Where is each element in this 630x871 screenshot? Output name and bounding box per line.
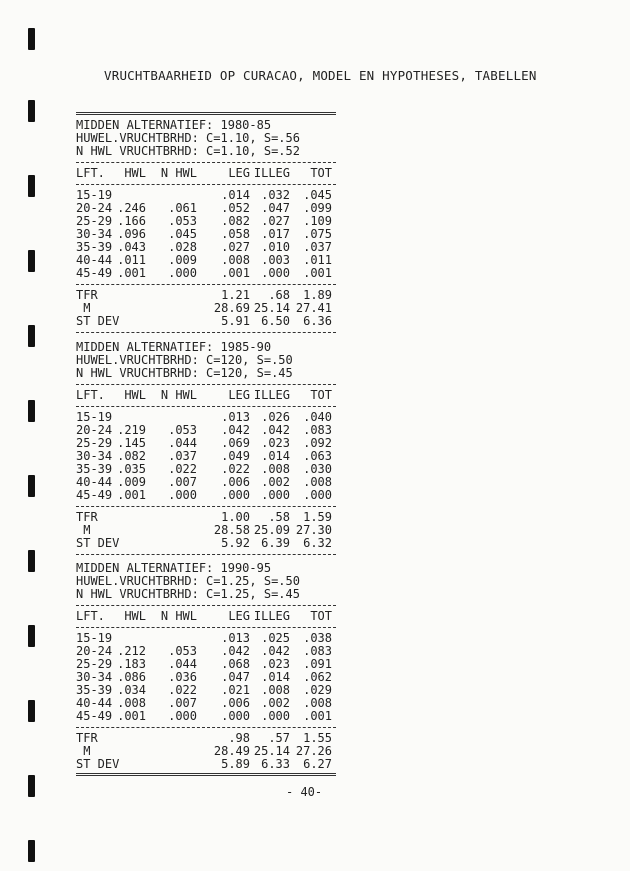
cell: .035 xyxy=(117,462,146,476)
cell: .096 xyxy=(117,227,146,241)
cell: .042 xyxy=(221,423,250,437)
cell: .042 xyxy=(261,644,290,658)
cell: .000 xyxy=(168,488,197,502)
binding-mark xyxy=(28,28,35,50)
cell: 27.41 xyxy=(295,301,332,315)
cell: .083 xyxy=(303,644,332,658)
separator-line xyxy=(76,180,336,189)
block-title: MIDDEN ALTERNATIEF: 1985-90 xyxy=(76,340,272,354)
separator-line xyxy=(76,158,336,167)
binding-mark xyxy=(28,775,35,797)
cell: 6.36 xyxy=(303,314,332,328)
cell: .022 xyxy=(168,683,197,697)
table-block-1985-90 xyxy=(76,341,336,559)
separator-line xyxy=(76,771,336,780)
cell: 40-44 xyxy=(76,696,113,710)
cell: 25-29 xyxy=(76,436,113,450)
cell: .002 xyxy=(261,696,290,710)
cell: .011 xyxy=(303,253,332,267)
cell: .58 xyxy=(268,510,290,524)
cell: .022 xyxy=(221,462,250,476)
cell: .036 xyxy=(168,670,197,684)
nhwl-params: N HWL VRUCHTBRHD: C=1.25, S=.45 xyxy=(76,587,300,601)
cell: .058 xyxy=(221,227,250,241)
binding-mark xyxy=(28,625,35,647)
cell: .042 xyxy=(221,644,250,658)
cell: 20-24 xyxy=(76,201,113,215)
cell: .010 xyxy=(261,240,290,254)
separator-line xyxy=(76,723,336,732)
summary-row xyxy=(76,315,336,328)
table-row xyxy=(76,215,336,228)
binding-mark xyxy=(28,400,35,422)
huwel-params: HUWEL.VRUCHTBRHD: C=120, S=.50 xyxy=(76,353,293,367)
cell: .043 xyxy=(117,240,146,254)
cell: .008 xyxy=(221,253,250,267)
cell: .183 xyxy=(117,657,146,671)
cell: 35-39 xyxy=(76,240,113,254)
cell: TFR xyxy=(76,731,98,745)
nhwl-params: N HWL VRUCHTBRHD: C=120, S=.45 xyxy=(76,366,293,380)
table-row xyxy=(76,189,336,202)
table-row xyxy=(76,658,336,671)
cell: .014 xyxy=(261,670,290,684)
separator-line xyxy=(76,380,336,389)
cell: .001 xyxy=(117,709,146,723)
cell: ST DEV xyxy=(76,536,120,550)
table-row xyxy=(76,697,336,710)
block-title: MIDDEN ALTERNATIEF: 1990-95 xyxy=(76,561,272,575)
cell: 5.92 xyxy=(221,536,250,550)
cell: .000 xyxy=(261,266,290,280)
cell: .000 xyxy=(303,488,332,502)
cell: .022 xyxy=(168,462,197,476)
cell: 15-19 xyxy=(76,188,113,202)
cell: .003 xyxy=(261,253,290,267)
cell: .001 xyxy=(117,488,146,502)
cell: .013 xyxy=(221,410,250,424)
cell: .063 xyxy=(303,449,332,463)
separator-line xyxy=(76,280,336,289)
cell: .009 xyxy=(168,253,197,267)
cell: .042 xyxy=(261,423,290,437)
cell: 20-24 xyxy=(76,423,113,437)
cell: 1.00 xyxy=(221,510,250,524)
column-header: TOT xyxy=(310,609,332,623)
cell: 15-19 xyxy=(76,631,113,645)
cell: .007 xyxy=(168,475,197,489)
column-header: LEG xyxy=(228,388,250,402)
table-row xyxy=(76,267,336,280)
cell: .145 xyxy=(117,436,146,450)
huwel-params: HUWEL.VRUCHTBRHD: C=1.25, S=.50 xyxy=(76,574,300,588)
cell: 27.26 xyxy=(295,744,332,758)
cell: TFR xyxy=(76,288,98,302)
column-header: TOT xyxy=(310,166,332,180)
page-title: VRUCHTBAARHEID OP CURACAO, MODEL EN HYPOTHESES, TABELLEN xyxy=(104,68,537,83)
table-row xyxy=(76,710,336,723)
column-header: HWL xyxy=(124,166,146,180)
cell: 40-44 xyxy=(76,253,113,267)
cell: .069 xyxy=(221,436,250,450)
cell: .075 xyxy=(303,227,332,241)
separator-line xyxy=(76,550,336,559)
block-title: MIDDEN ALTERNATIEF: 1980-85 xyxy=(76,118,272,132)
cell: .011 xyxy=(117,253,146,267)
column-header: LEG xyxy=(228,609,250,623)
table-row xyxy=(76,489,336,502)
binding-mark xyxy=(28,840,35,862)
cell: 1.21 xyxy=(221,288,250,302)
column-header: ILLEG xyxy=(253,609,290,623)
cell: 25.14 xyxy=(253,744,290,758)
cell: .000 xyxy=(168,266,197,280)
cell: 25.14 xyxy=(253,301,290,315)
column-header: N HWL xyxy=(160,388,197,402)
cell: .025 xyxy=(261,631,290,645)
table-row xyxy=(76,671,336,684)
separator-line xyxy=(76,623,336,632)
cell: .034 xyxy=(117,683,146,697)
cell: .092 xyxy=(303,436,332,450)
table-row xyxy=(76,632,336,645)
column-header: ILLEG xyxy=(253,166,290,180)
cell: 27.30 xyxy=(295,523,332,537)
cell: .001 xyxy=(117,266,146,280)
cell: 45-49 xyxy=(76,488,113,502)
column-header: LEG xyxy=(228,166,250,180)
cell: TFR xyxy=(76,510,98,524)
cell: .014 xyxy=(221,188,250,202)
cell: 6.32 xyxy=(303,536,332,550)
header-row xyxy=(76,167,336,180)
cell: .000 xyxy=(221,709,250,723)
cell: ST DEV xyxy=(76,314,120,328)
cell: .008 xyxy=(261,462,290,476)
cell: .026 xyxy=(261,410,290,424)
header-row xyxy=(76,610,336,623)
binding-mark xyxy=(28,325,35,347)
cell: .099 xyxy=(303,201,332,215)
cell: .082 xyxy=(221,214,250,228)
table-row xyxy=(76,645,336,658)
table-row xyxy=(76,463,336,476)
separator-line xyxy=(76,502,336,511)
cell: .053 xyxy=(168,644,197,658)
column-header: TOT xyxy=(310,388,332,402)
cell: 20-24 xyxy=(76,644,113,658)
cell: 28.69 xyxy=(213,301,250,315)
separator-line xyxy=(76,402,336,411)
cell: .091 xyxy=(303,657,332,671)
cell: .68 xyxy=(268,288,290,302)
summary-row xyxy=(76,758,336,771)
cell: 35-39 xyxy=(76,462,113,476)
cell: .032 xyxy=(261,188,290,202)
cell: .013 xyxy=(221,631,250,645)
cell: .047 xyxy=(261,201,290,215)
binding-mark xyxy=(28,700,35,722)
column-header: ILLEG xyxy=(253,388,290,402)
cell: 30-34 xyxy=(76,449,113,463)
cell: .008 xyxy=(303,475,332,489)
cell: .028 xyxy=(168,240,197,254)
table-row xyxy=(76,437,336,450)
header-row xyxy=(76,389,336,402)
cell: .008 xyxy=(303,696,332,710)
cell: 1.89 xyxy=(303,288,332,302)
cell: 5.91 xyxy=(221,314,250,328)
cell: 25-29 xyxy=(76,657,113,671)
cell: .000 xyxy=(168,709,197,723)
table-row xyxy=(76,228,336,241)
cell: .047 xyxy=(221,670,250,684)
cell: .062 xyxy=(303,670,332,684)
cell: .57 xyxy=(268,731,290,745)
cell: .082 xyxy=(117,449,146,463)
column-header: N HWL xyxy=(160,166,197,180)
column-header: LFT. xyxy=(76,166,105,180)
cell: .001 xyxy=(221,266,250,280)
table-row xyxy=(76,450,336,463)
cell: .044 xyxy=(168,436,197,450)
table-row xyxy=(76,424,336,437)
cell: 35-39 xyxy=(76,683,113,697)
cell: .023 xyxy=(261,436,290,450)
separator-line xyxy=(76,601,336,610)
cell: M xyxy=(76,744,91,758)
cell: .037 xyxy=(168,449,197,463)
cell: .086 xyxy=(117,670,146,684)
table-row xyxy=(76,684,336,697)
cell: .001 xyxy=(303,709,332,723)
cell: ST DEV xyxy=(76,757,120,771)
table-row xyxy=(76,241,336,254)
cell: 25-29 xyxy=(76,214,113,228)
cell: .052 xyxy=(221,201,250,215)
cell: .027 xyxy=(221,240,250,254)
column-header: N HWL xyxy=(160,609,197,623)
cell: .068 xyxy=(221,657,250,671)
column-header: HWL xyxy=(124,388,146,402)
cell: .008 xyxy=(117,696,146,710)
binding-mark xyxy=(28,250,35,272)
cell: .053 xyxy=(168,214,197,228)
cell: .98 xyxy=(228,731,250,745)
cell: 6.33 xyxy=(261,757,290,771)
column-header: LFT. xyxy=(76,388,105,402)
huwel-params: HUWEL.VRUCHTBRHD: C=1.10, S=.56 xyxy=(76,131,300,145)
cell: .030 xyxy=(303,462,332,476)
nhwl-params: N HWL VRUCHTBRHD: C=1.10, S=.52 xyxy=(76,144,300,158)
cell: 30-34 xyxy=(76,227,113,241)
table-row xyxy=(76,411,336,424)
cell: .007 xyxy=(168,696,197,710)
cell: .246 xyxy=(117,201,146,215)
cell: .083 xyxy=(303,423,332,437)
cell: 25.09 xyxy=(253,523,290,537)
cell: .049 xyxy=(221,449,250,463)
table-row xyxy=(76,476,336,489)
cell: .017 xyxy=(261,227,290,241)
cell: 6.39 xyxy=(261,536,290,550)
column-header: HWL xyxy=(124,609,146,623)
cell: 1.55 xyxy=(303,731,332,745)
table-row xyxy=(76,202,336,215)
table-row xyxy=(76,254,336,267)
cell: 1.59 xyxy=(303,510,332,524)
cell: .029 xyxy=(303,683,332,697)
cell: 40-44 xyxy=(76,475,113,489)
cell: .053 xyxy=(168,423,197,437)
cell: 45-49 xyxy=(76,709,113,723)
cell: .001 xyxy=(303,266,332,280)
summary-row xyxy=(76,537,336,550)
cell: .037 xyxy=(303,240,332,254)
cell: 6.27 xyxy=(303,757,332,771)
cell: .006 xyxy=(221,475,250,489)
cell: .006 xyxy=(221,696,250,710)
cell: .040 xyxy=(303,410,332,424)
separator-line xyxy=(76,328,336,337)
cell: 5.89 xyxy=(221,757,250,771)
binding-mark xyxy=(28,100,35,122)
cell: .045 xyxy=(303,188,332,202)
cell: .002 xyxy=(261,475,290,489)
cell: .023 xyxy=(261,657,290,671)
binding-mark xyxy=(28,475,35,497)
cell: 28.58 xyxy=(213,523,250,537)
cell: .045 xyxy=(168,227,197,241)
cell: .109 xyxy=(303,214,332,228)
binding-mark xyxy=(28,175,35,197)
cell: .044 xyxy=(168,657,197,671)
cell: .166 xyxy=(117,214,146,228)
cell: .008 xyxy=(261,683,290,697)
table-block-1980-85 xyxy=(76,110,336,337)
cell: 6.50 xyxy=(261,314,290,328)
cell: .212 xyxy=(117,644,146,658)
binding-mark xyxy=(28,550,35,572)
cell: 28.49 xyxy=(213,744,250,758)
page-number: - 40- xyxy=(286,785,323,799)
cell: .014 xyxy=(261,449,290,463)
cell: .021 xyxy=(221,683,250,697)
cell: .038 xyxy=(303,631,332,645)
cell: .000 xyxy=(261,709,290,723)
cell: .009 xyxy=(117,475,146,489)
cell: 45-49 xyxy=(76,266,113,280)
cell: .000 xyxy=(221,488,250,502)
cell: .061 xyxy=(168,201,197,215)
cell: 15-19 xyxy=(76,410,113,424)
cell: 30-34 xyxy=(76,670,113,684)
cell: .027 xyxy=(261,214,290,228)
table-block-1990-95 xyxy=(76,562,336,780)
cell: .219 xyxy=(117,423,146,437)
cell: M xyxy=(76,523,91,537)
column-header: LFT. xyxy=(76,609,105,623)
cell: M xyxy=(76,301,91,315)
cell: .000 xyxy=(261,488,290,502)
